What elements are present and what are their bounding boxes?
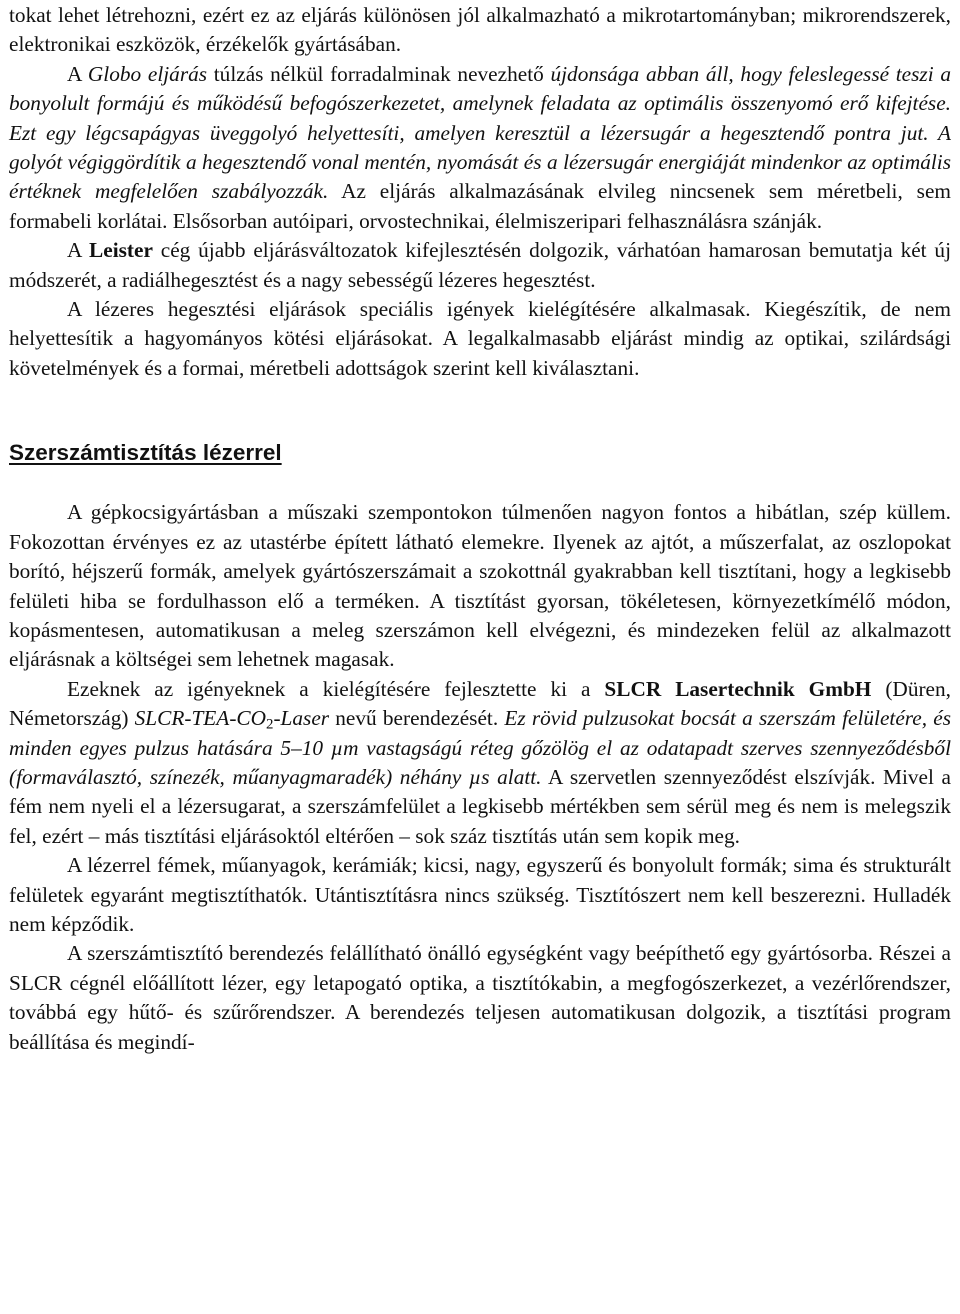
paragraph-text: cég újabb eljárásváltozatok kifejlesztésén dolgozik, várhatóan hamarosan bemutatja két új módszerét, a radiálhegesztést és a nagy sebességű lézeres hegesztést. [9,238,951,292]
paragraph-lezeres-hegesztes [9,295,951,383]
company-name-leister: Leister [89,238,153,263]
italic-description: újdonsága abban áll, hogy feleslegessé teszi a bonyolult formájú és működésű befogószerkezetet, amelynek feladata az optimális összenyomó erő kifejtése. Ezt egy légcsapágyas üveggolyó helyettesíti, amelyen keresztül a lézersugár a hegesztendő pontra jut. A golyót végiggördítik a hegesztendő vonal mentén, nyomását és a lézersugár energiáját mindenkor az optimális értéknek megfelelően szabályozzák. [9,61,951,204]
paragraph-text: Az eljárás alkalmazásának elvileg nincsenek sem méretbeli, sem formabeli korlátai. Elsősorban autóipari, orvostechnikai, élelmiszeripari felhasználásra szánják. [9,179,951,233]
paragraph-text: (Düren, Németország) [9,676,951,731]
paragraph-text: nevű berendezését. [329,706,505,731]
paragraph-text: A gépkocsigyártásban a műszaki szempontokon túlmenően nagyon fontos a hibátlan, szép küllem. Fokozottan érvényes ez az utastérbe épített látható elemekre. Ilyenek az ajtót, a műszerfalat, az oszlopokat borító, héjszerű formák, amelyek gyártószerszámait a szokottnál gyakrabban kell tisztítani, hogy a legkisebb felületi hiba se fordulhasson elő a terméken. A tisztítást gyorsan, tökéletesen, környezetkímélő módon, kopásmentesen, automatikusan a meleg szerszámon kell elvégezni, és mindezeken felül az alkalmazott eljárásnak a költségei sem lehetnek magasak. [9,500,951,672]
paragraph-mikrotartomany [9,1,951,60]
paragraph-text: A lézeres hegesztési eljárások speciális igények kielégítésére alkalmasak. Kiegészítik, de nem helyettesítik a hagyományos kötési eljárásokat. A legalkalmasabb eljárást mindig az optikai, szilárdsági követelmények és a formai, méretbeli adottságok szerint kell kiválasztani. [9,297,951,380]
italic-device-name: SLCR-TEA-CO [134,706,266,731]
paragraph-text: A [67,61,88,86]
paragraph-globo-eljaras [9,60,951,236]
paragraph-text: A szerszámtisztító berendezés felállítható önálló egységként vagy beépíthető egy gyártósorba. Részei a SLCR cégnél előállított lézer, egy letapogató optika, a tisztítókabin, a megfogószerkezet, a vezérlőrendszer, továbbá egy hűtő- és szűrőrendszer. A berendezés teljesen automatikusan dolgozik, a tisztítási program beállítása és megindí- [9,941,951,1054]
company-name-slcr: SLCR Lasertechnik GmbH [604,676,872,701]
paragraph-text: Ezeknek az igényeknek a kielégítésére fejlesztette ki a [67,676,605,701]
document-page [0,1,960,1314]
italic-term-globo: Globo eljárás [87,61,208,86]
paragraph-text: túlzás nélkül forradalminak nevezhető [207,61,551,86]
paragraph-text: tokat lehet létrehozni, ezért ez az eljárás különösen jól alkalmazható a mikrotartományban; mikrorendszerek, elektronikai eszközök, érzékelők gyártásában. [9,3,951,57]
paragraph-gepkocsigyartas [9,498,951,674]
paragraph-slcr-laser [9,675,951,851]
subscript-2: 2 [266,716,274,733]
paragraph-text: A lézerrel fémek, műanyagok, kerámiák; kicsi, nagy, egyszerű és bonyolult formák; sima és strukturált felületek egyaránt megtisztíthatók. Utántisztításra nincs szükség. Tisztítószert nem kell beszerezni. Hulladék nem képződik. [9,853,951,936]
italic-description: Ez rövid pulzusokat bocsát a szerszám felületére, és minden egyes pulzus hatására 5–10 µm vastagságú réteg gőzölög el az odatapadt szerves szennyeződésből (formaválasztó, színezék, műanyagmaradék) néhány µs alatt. [9,706,951,789]
paragraph-berendezes [9,939,951,1057]
paragraph-leister [9,236,951,295]
section-heading: Szerszámtisztítás lézerrel [9,440,282,466]
paragraph-text: A [67,238,90,263]
paragraph-text: A szervetlen szennyeződést elszívják. Mivel a fém nem nyeli el a lézersugarat, a szerszámfelület a legkisebb mértékben sem sérül meg és nem is melegszik fel, ezért – más tisztítási eljárásoktól eltérően – sok száz tisztítás után sem kopik meg. [9,764,952,848]
paragraph-anyagok [9,851,951,939]
italic-device-suffix: -Laser [273,706,330,731]
